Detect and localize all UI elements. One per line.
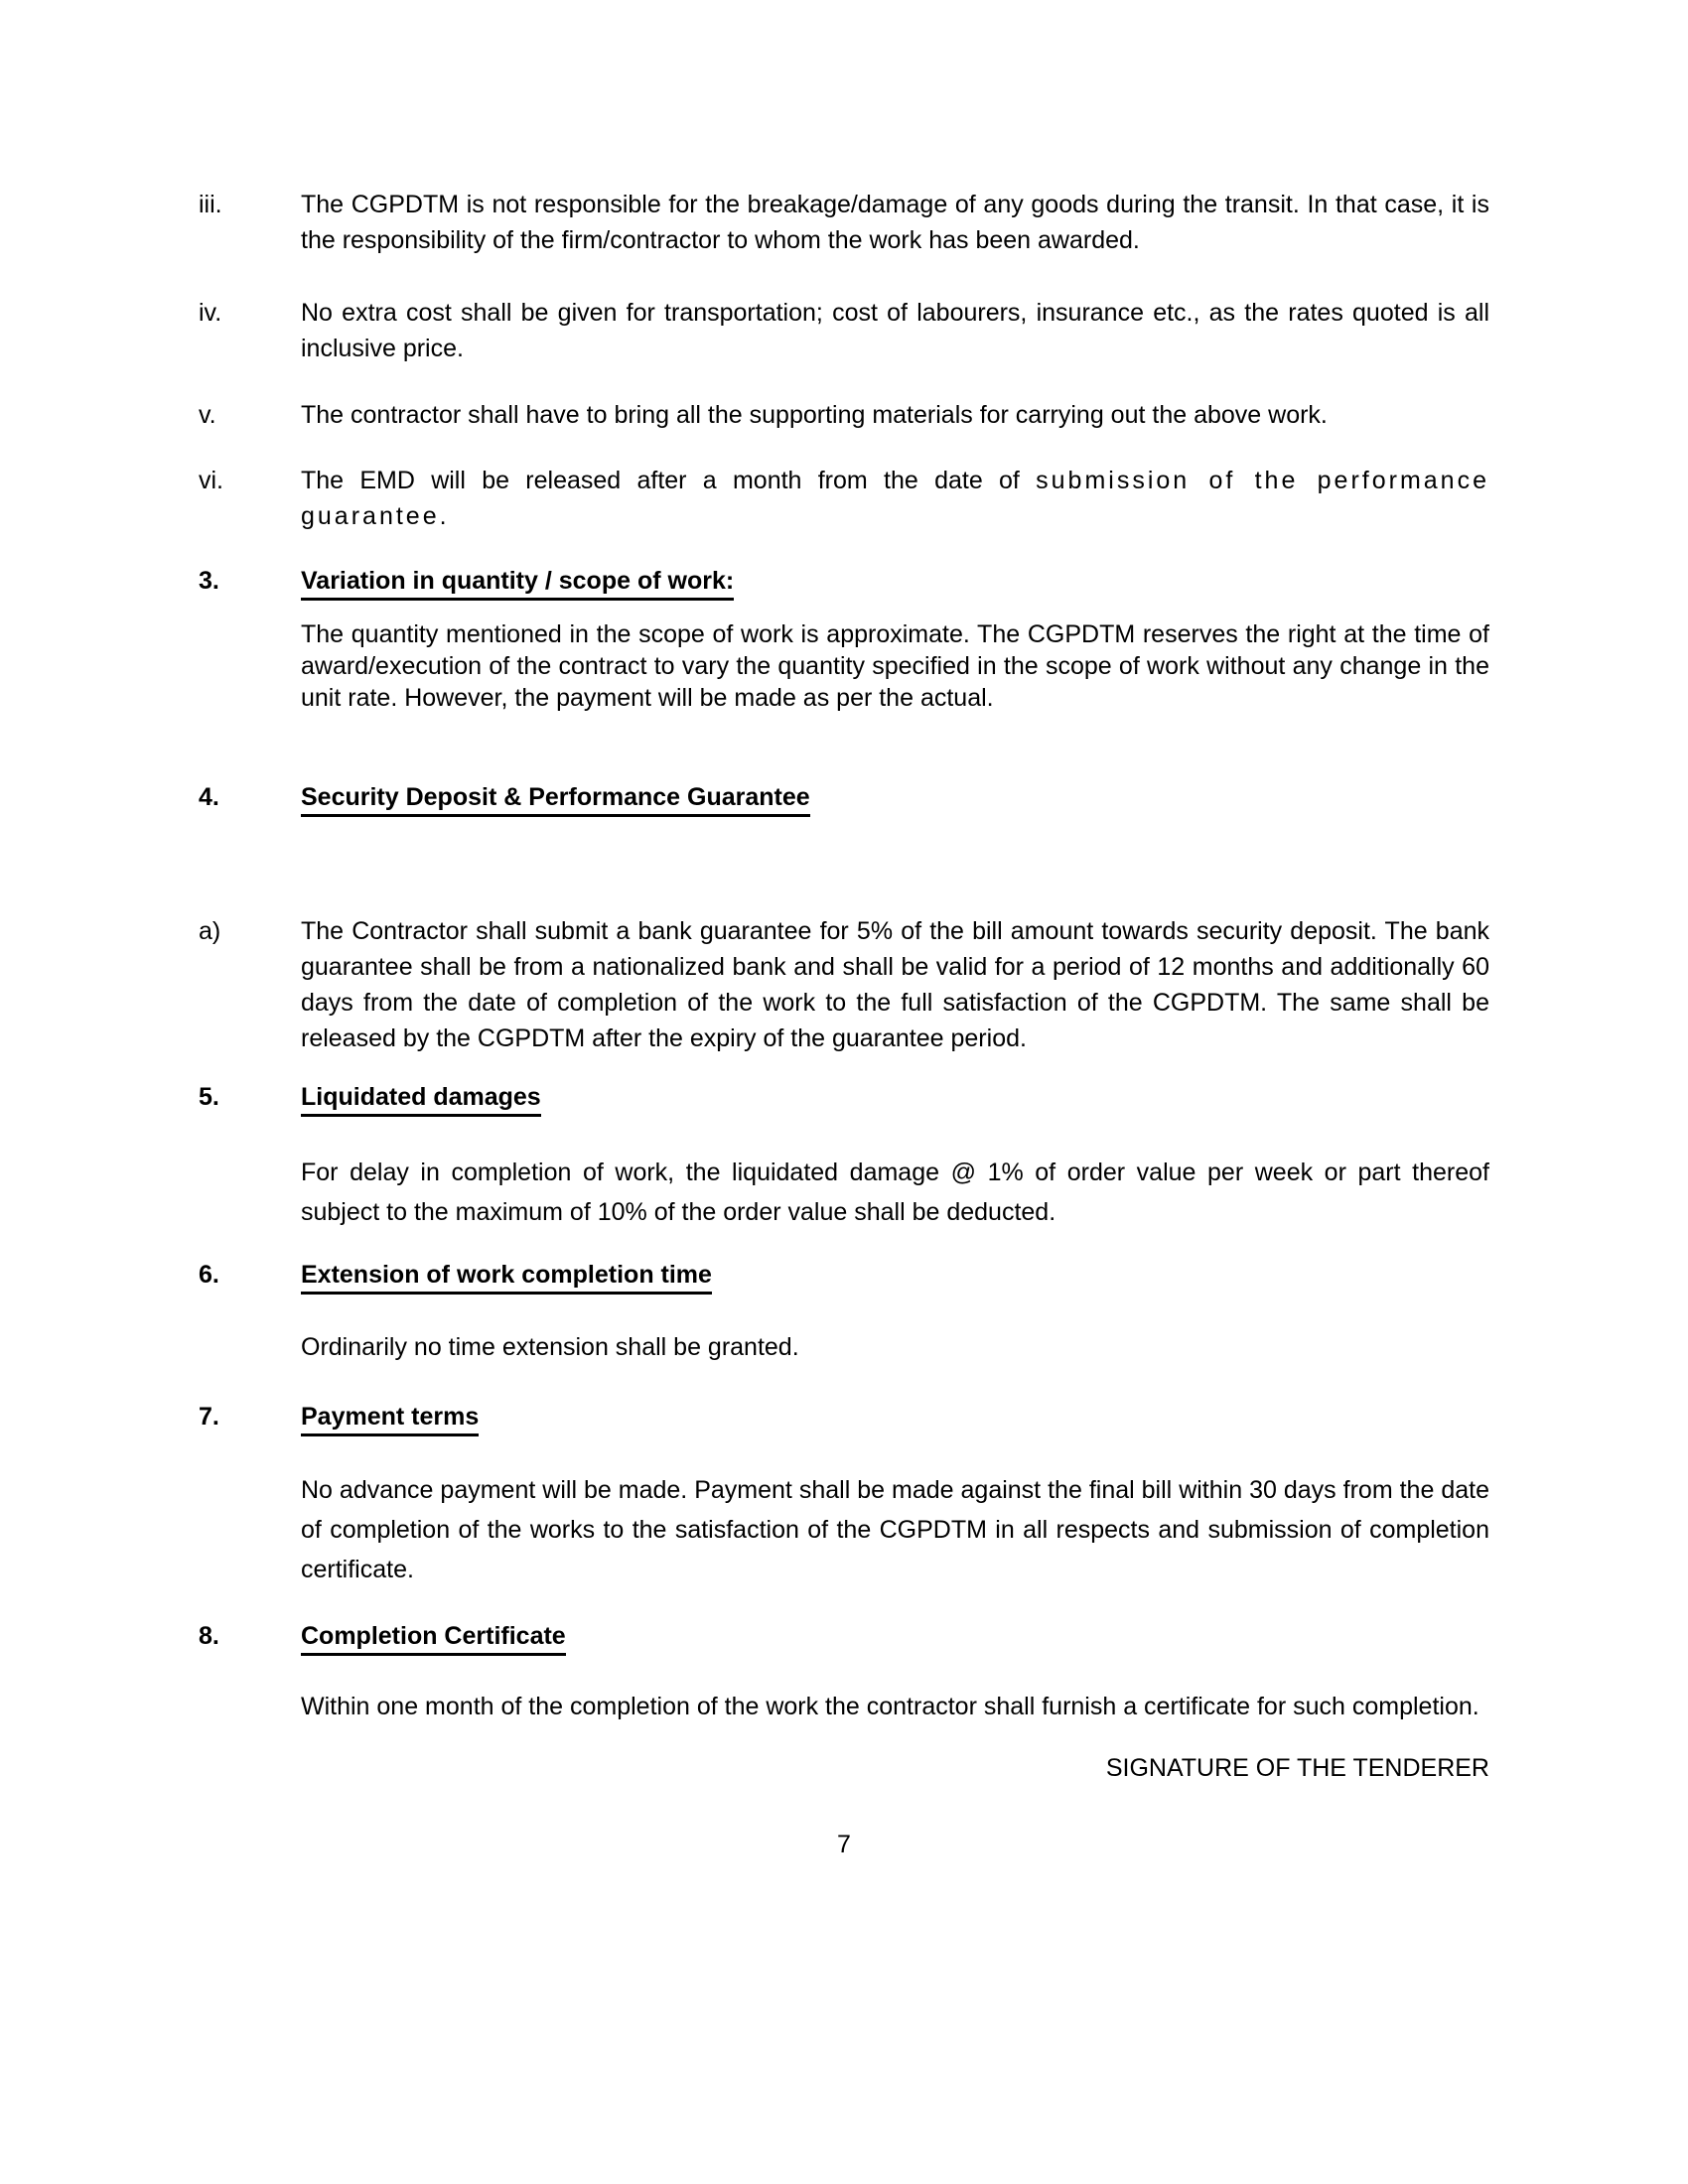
section-heading-text: Security Deposit & Performance Guarantee	[301, 783, 810, 817]
section-number: 6.	[199, 1261, 219, 1289]
paragraph-text	[301, 618, 1489, 714]
list-marker: v.	[199, 401, 216, 429]
text-run: Within one month of the completion of the work the contractor shall furnish a certificate for such completion.	[301, 1693, 1479, 1720]
paragraph-text	[301, 187, 1489, 258]
section-number: 8.	[199, 1622, 219, 1650]
paragraph-text	[301, 1689, 1489, 1724]
list-row	[199, 463, 1489, 534]
section-number: 7.	[199, 1403, 219, 1431]
signature-line: SIGNATURE OF THE TENDERER	[1105, 1754, 1489, 1782]
document-body	[199, 187, 1489, 1724]
text-run: Ordinarily no time extension shall be granted.	[301, 1333, 799, 1361]
para-row	[199, 1470, 1489, 1589]
section-heading	[301, 1257, 1489, 1293]
section-heading-text: Liquidated damages	[301, 1083, 541, 1117]
section-row	[199, 1399, 1489, 1434]
paragraph-text	[301, 397, 1489, 433]
para-row	[199, 1689, 1489, 1724]
section-heading	[301, 1399, 1489, 1434]
paragraph-text	[301, 1153, 1489, 1232]
section-heading	[301, 779, 1489, 815]
list-row	[199, 187, 1489, 258]
text-run: The Contractor shall submit a bank guarantee for 5% of the bill amount towards security deposit. The bank guarantee shall be from a nationalized bank and shall be valid for a period of 12 months and additionally 60 days from the date of completion of the work to the full satisfaction of the CGPDTM. The same shall be released by the CGPDTM after the expiry of the guarantee period.	[301, 917, 1489, 1052]
list-marker: iii.	[199, 191, 222, 218]
text-run: The CGPDTM is not responsible for the breakage/damage of any goods during the transit. In that case, it is the responsibility of the firm/contractor to whom the work has been awarded.	[301, 191, 1489, 254]
list-marker: vi.	[199, 467, 223, 494]
text-run: The EMD will be released after a month from the date of	[301, 467, 1037, 494]
section-row	[199, 1079, 1489, 1115]
page-number: 7	[837, 1831, 851, 1858]
section-number: 5.	[199, 1083, 219, 1111]
list-marker: a)	[199, 917, 221, 945]
section-heading-text: Payment terms	[301, 1403, 479, 1436]
text-run: The contractor shall have to bring all the supporting materials for carrying out the above work.	[301, 401, 1328, 429]
para-row	[199, 1153, 1489, 1232]
list-row	[199, 913, 1489, 1056]
letterspaced-text-run: submission of the performance guarantee.	[301, 467, 1489, 530]
list-row	[199, 397, 1489, 433]
section-row	[199, 1618, 1489, 1654]
section-row	[199, 563, 1489, 599]
paragraph-text	[301, 913, 1489, 1056]
section-number: 4.	[199, 783, 219, 811]
section-row	[199, 1257, 1489, 1293]
section-heading	[301, 1079, 1489, 1115]
paragraph-text	[301, 295, 1489, 366]
section-heading-text: Completion Certificate	[301, 1622, 566, 1656]
paragraph-text	[301, 1329, 1489, 1365]
section-row	[199, 779, 1489, 815]
list-marker: iv.	[199, 299, 222, 327]
text-run: No advance payment will be made. Payment shall be made against the final bill within 30 days from the date of completion of the works to the satisfaction of the CGPDTM in all respects and submission of completion certificate.	[301, 1476, 1489, 1583]
text-run: For delay in completion of work, the liquidated damage @ 1% of order value per week or part thereof subject to the maximum of 10% of the order value shall be deducted.	[301, 1159, 1489, 1226]
text-run: No extra cost shall be given for transportation; cost of labourers, insurance etc., as the rates quoted is all inclusive price.	[301, 299, 1489, 362]
section-heading	[301, 1618, 1489, 1654]
para-row	[199, 618, 1489, 714]
text-run: The quantity mentioned in the scope of work is approximate. The CGPDTM reserves the right at the time of award/execution of the contract to vary the quantity specified in the scope of work without any change in the unit rate. However, the payment will be made as per the actual.	[301, 620, 1489, 712]
section-heading-text: Extension of work completion time	[301, 1261, 712, 1295]
paragraph-text	[301, 463, 1489, 534]
section-heading	[301, 563, 1489, 599]
paragraph-text	[301, 1470, 1489, 1589]
section-heading-text: Variation in quantity / scope of work:	[301, 567, 734, 601]
list-row	[199, 295, 1489, 366]
para-row	[199, 1329, 1489, 1365]
section-number: 3.	[199, 567, 219, 595]
